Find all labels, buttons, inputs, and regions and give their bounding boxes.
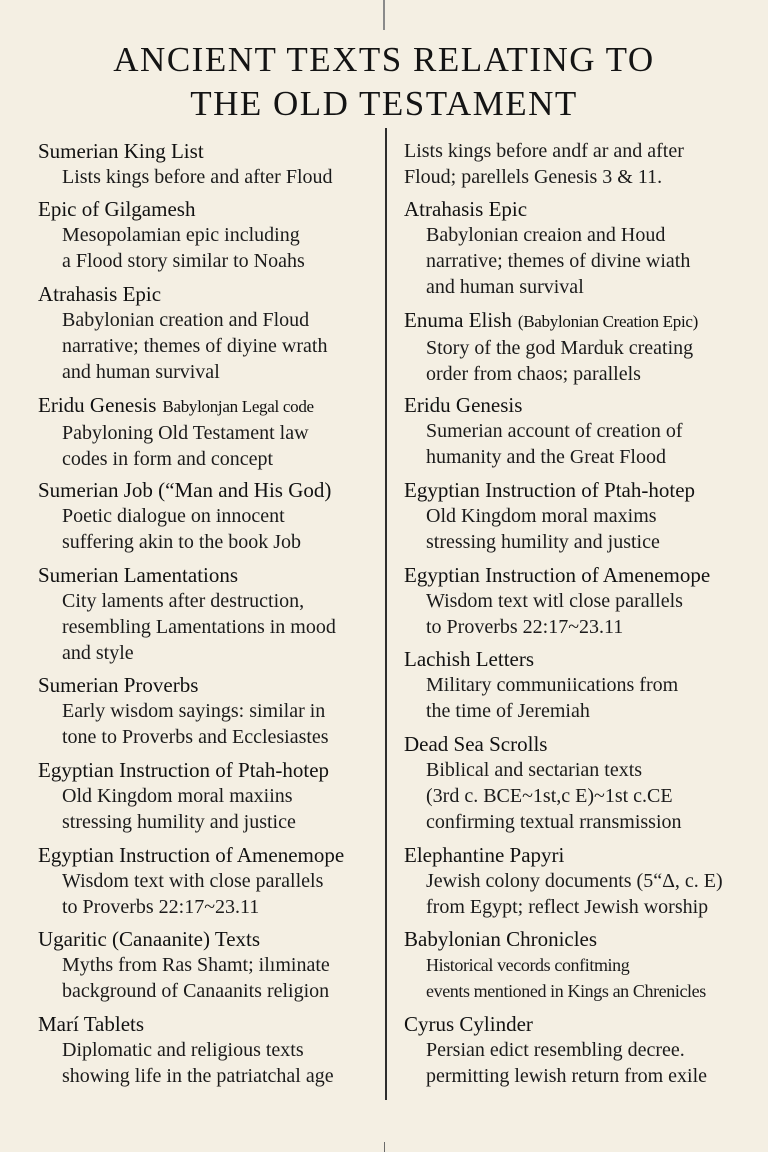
entry-description: Persian edict resembling decree. permitting lewish return from exile — [426, 1039, 708, 1087]
list-item — [38, 672, 383, 750]
entry-title: Egyptian Instruction of Ptah-hotep — [404, 478, 696, 502]
list-item — [404, 196, 756, 300]
entry-title-text: Eridu Genesis — [38, 393, 157, 417]
list-item — [404, 842, 756, 920]
entry-description: Military communiications from the time of Jeremiah — [426, 674, 679, 722]
list-item — [38, 392, 383, 472]
entry-description: Old Kingdom moral maxims stressing humility and justice — [426, 505, 660, 553]
entry-title: Elephantine Papyri — [404, 843, 565, 867]
entry-title: Eridu Genesis — [404, 393, 523, 417]
entry-description: City laments after destruction, resembling Lamentations in mood and style — [62, 590, 336, 664]
entry-description: Wisdom text witl close parallels to Proverbs 22:17~23.11 — [426, 590, 683, 638]
entry-title: Marí Tablets — [38, 1012, 145, 1036]
entry-description: Old Kingdom moral maxiins stressing humility and justice — [62, 785, 296, 833]
list-item — [404, 1011, 756, 1089]
entry-title: Lachish Letters — [404, 647, 535, 671]
entry-description: Lists kings before and after Floud — [62, 166, 333, 188]
entry-title: Epic of Gilgamesh — [38, 197, 196, 221]
entry-title: Atrahasis Epic — [38, 282, 162, 306]
entry-title — [404, 307, 756, 335]
entry-title: Sumerian Proverbs — [38, 673, 199, 697]
entry-note: Babylonjan Legal code — [162, 397, 314, 416]
list-item — [38, 926, 383, 1004]
entry-description: Early wisdom sayings: similar in tone to Proverbs and Ecclesiastes — [62, 700, 329, 748]
list-item — [404, 926, 756, 1004]
entry-title: Dead Sea Scrolls — [404, 732, 548, 756]
entry-description: Story of the god Marduk creating order from chaos; parallels — [426, 337, 694, 385]
entry-title — [38, 392, 383, 420]
column-divider — [385, 128, 387, 1100]
top-tick-mark — [383, 0, 385, 30]
list-item — [404, 731, 756, 835]
title-line-1: ANCIENT TEXTS RELATING TO — [113, 40, 655, 79]
entry-description: Jewish colony documents (5“Δ, c. E) from Egypt; reflect Jewish worship — [426, 870, 723, 918]
list-item — [38, 281, 383, 385]
entry-description: Historical vecords confitming events mentioned in Kings an Chrenicles — [426, 955, 706, 1001]
entry-description-line-1: Lists kings before andf ar and after Floud; parellels Genesis 3 & 11. — [404, 140, 684, 188]
bottom-tick-mark — [384, 1142, 385, 1152]
list-item — [38, 757, 383, 835]
list-item — [404, 307, 756, 387]
entry-title: Ugaritic (Canaanite) Texts — [38, 927, 261, 951]
entry-title: Sumerian Job (“Man and His God) — [38, 478, 332, 502]
entry-title: Cyrus Cylinder — [404, 1012, 533, 1036]
entry-description: Wisdom text with close parallels to Proverbs 22:17~23.11 — [62, 870, 324, 918]
entry-title: Sumerian Lamentations — [38, 563, 239, 587]
entry-note: (Babylonian Creation Epic) — [517, 312, 698, 331]
entry-description: Babylonian creaion and Houd narrative; themes of divine wiath and human survival — [426, 224, 691, 298]
page-title — [0, 38, 768, 126]
entry-description: Diplomatic and religious texts showing life in the patriatchal age — [62, 1039, 334, 1087]
entry-title: Atrahasis Epic — [404, 197, 528, 221]
entry-description: Biblical and sectarian texts (3rd c. BCE~1st,c E)~1st c.CE confirming textual rransmission — [426, 759, 682, 833]
title-line-2: THE OLD TESTAMENT — [190, 84, 578, 123]
entry-description: Myths from Ras Shamt; ilıminate background of Canaanits religion — [62, 954, 330, 1002]
entry-description: Pabyloning Old Testament law codes in form and concept — [62, 422, 309, 470]
entry-description: Poetic dialogue on innocent suffering akin to the book Job — [62, 505, 302, 553]
list-item — [38, 562, 383, 666]
list-item — [404, 562, 756, 640]
entry-title: Babylonian Chronicles — [404, 927, 598, 951]
entry-title: Egyptian Instruction of Ptah-hotep — [38, 758, 330, 782]
list-item — [38, 477, 383, 555]
list-item — [404, 392, 756, 470]
entry-description: Babylonian creation and Floud narrative; themes of diyine wrath and human survival — [62, 309, 328, 383]
entry-title-text: Enuma Elish — [404, 308, 512, 332]
list-item — [38, 196, 383, 274]
list-item — [404, 477, 756, 555]
entry-title: Sumerian King List — [38, 139, 204, 163]
list-item — [38, 138, 383, 190]
entry-title: Egyptian Instruction of Amenemope — [38, 843, 345, 867]
list-item — [404, 646, 756, 724]
list-item — [404, 138, 756, 190]
list-item — [38, 1011, 383, 1089]
entry-title: Egyptian Instruction of Amenemope — [404, 563, 711, 587]
entry-description: Sumerian account of creation of humanity and the Great Flood — [426, 420, 683, 468]
entry-description — [404, 138, 756, 190]
list-item — [38, 842, 383, 920]
entry-description: Mesopolamian epic including a Flood story similar to Noahs — [62, 224, 305, 272]
